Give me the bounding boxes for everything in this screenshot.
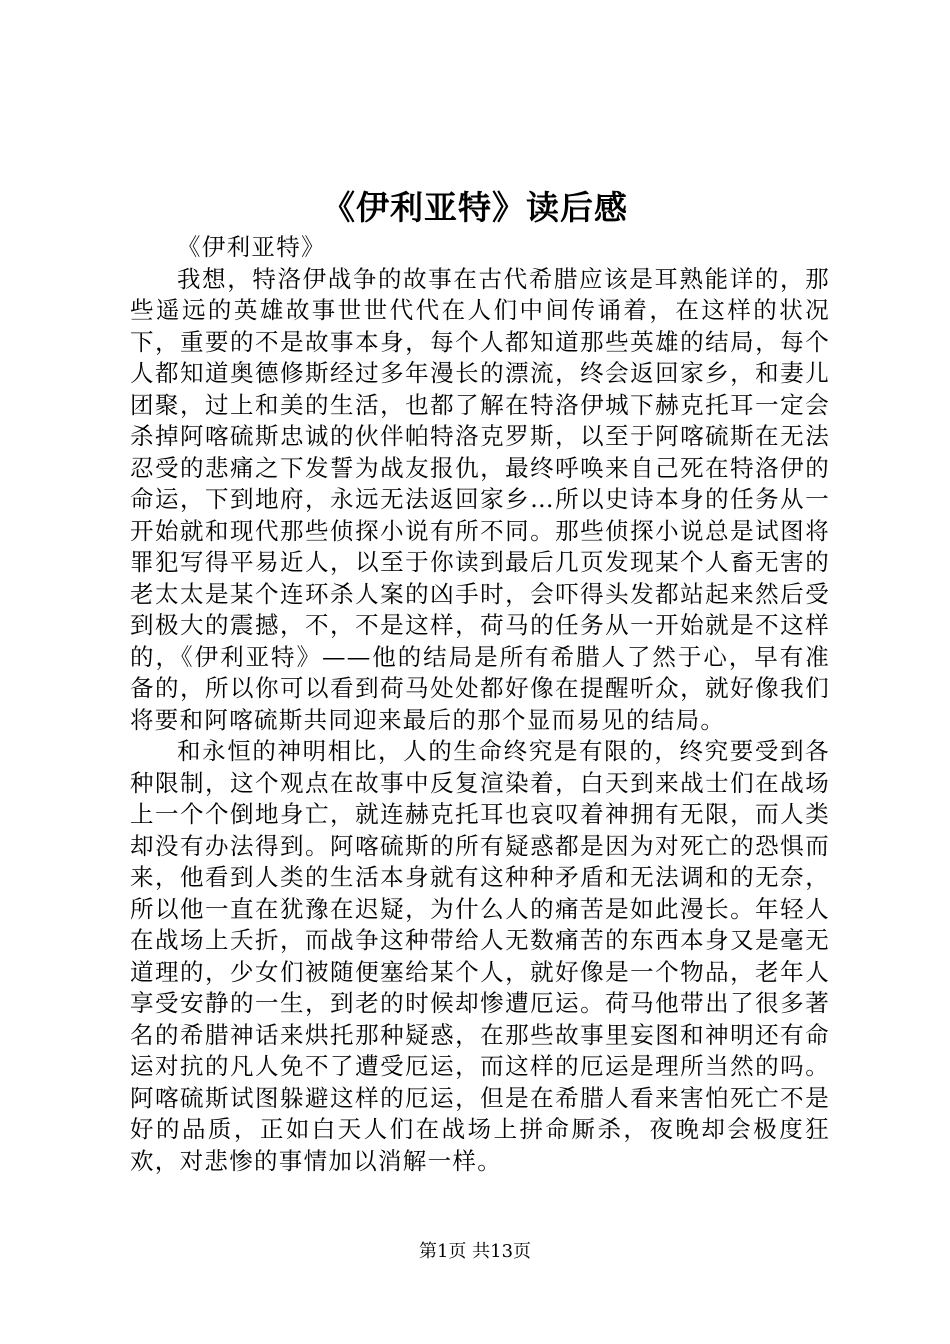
paragraph: 和永恒的神明相比，人的生命终究是有限的，终究要受到各种限制，这个观点在故事中反复渲染着，白天到来战士们在战场上一个个倒地身亡，就连赫克托耳也哀叹着神拥有无限，而人类却没有办法得到。阿喀硫斯的所有疑惑都是因为对死亡的恐惧而来，他看到人类的生活本身就有这种种矛盾和无法调和的无奈，所以他一直在犹豫在迟疑，为什么人的痛苦是如此漫长。年轻人在战场上夭折，而战争这种带给人无数痛苦的东西本身又是毫无道理的，少女们被随便塞给某个人，就好像是一个物品，老年人享受安静的一生，到老的时候却惨遭厄运。荷马他带出了很多著名的希腊神话来烘托那种疑惑，在那些故事里妄图和神明还有命运对抗的凡人免不了遭受厄运，而这样的厄运是理所当然的吗。阿喀硫斯试图躲避这样的厄运，但是在希腊人看来害怕死亡不是好的品质，正如白天人们在战场上拼命厮杀，夜晚却会极度狂欢，对悲惨的事情加以消解一样。 [130,737,830,1175]
document-body [130,232,830,1177]
paragraph: 我想，特洛伊战争的故事在古代希腊应该是耳熟能详的，那些遥远的英雄故事世世代代在人们中间传诵着，在这样的状况下，重要的不是故事本身，每个人都知道那些英雄的结局，每个人都知道奥德修斯经过多年漫长的漂流，终会返回家乡，和妻儿团聚，过上和美的生活，也都了解在特洛伊城下赫克托耳一定会杀掉阿喀硫斯忠诚的伙伴帕特洛克罗斯，以至于阿喀硫斯在无法忍受的悲痛之下发誓为战友报仇，最终呼唤来自己死在特洛伊的命运，下到地府，永远无法返回家乡…所以史诗本身的任务从一开始就和现代那些侦探小说有所不同。那些侦探小说总是试图将罪犯写得平易近人，以至于你读到最后几页发现某个人畜无害的老太太是某个连环杀人案的凶手时，会吓得头发都站起来然后受到极大的震撼，不，不是这样，荷马的任务从一开始就是不这样的，《伊利亚特》——他的结局是所有希腊人了然于心，早有准备的，所以你可以看到荷马处处都好像在提醒听众，就好像我们将要和阿喀硫斯共同迎来最后的那个显而易见的结局。 [130,264,830,734]
page-footer: 第1页 共13页 [418,1241,532,1262]
subtitle-line: 《伊利亚特》 [177,233,326,261]
document-title: 《伊利亚特》读后感 [322,188,628,227]
